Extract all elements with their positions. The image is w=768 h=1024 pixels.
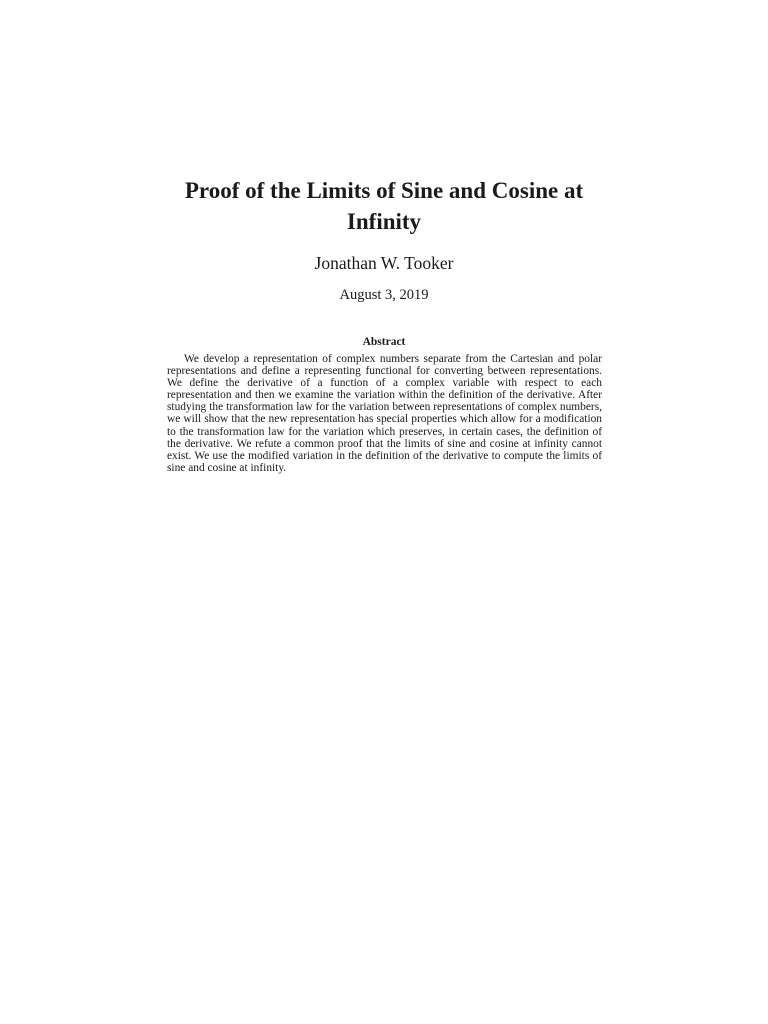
paper-title: Proof of the Limits of Sine and Cosine at Infinity [184, 178, 584, 234]
paper-date: August 3, 2019 [339, 287, 429, 303]
abstract-body: We develop a representation of complex numbers separate from the Cartesian and polar representations and define a representing functional for converting between representations. We define the derivative of a function of a complex variable with respect to each representation and then we examine the variation within the definition of the derivative. After studying the transformation law for the variation between representations of complex numbers, we will show that the new representation has special properties which allow for a modification to the transformation law for the variation which preserves, in certain cases, the definition of the derivative. We refute a common proof that the limits of sine and cosine at infinity cannot exist. We use the modified variation in the definition of the derivative to compute the limits of sine and cosine at infinity. [167, 353, 602, 474]
abstract-heading: Abstract [362, 336, 406, 348]
paper-author: Jonathan W. Tooker [314, 253, 454, 273]
